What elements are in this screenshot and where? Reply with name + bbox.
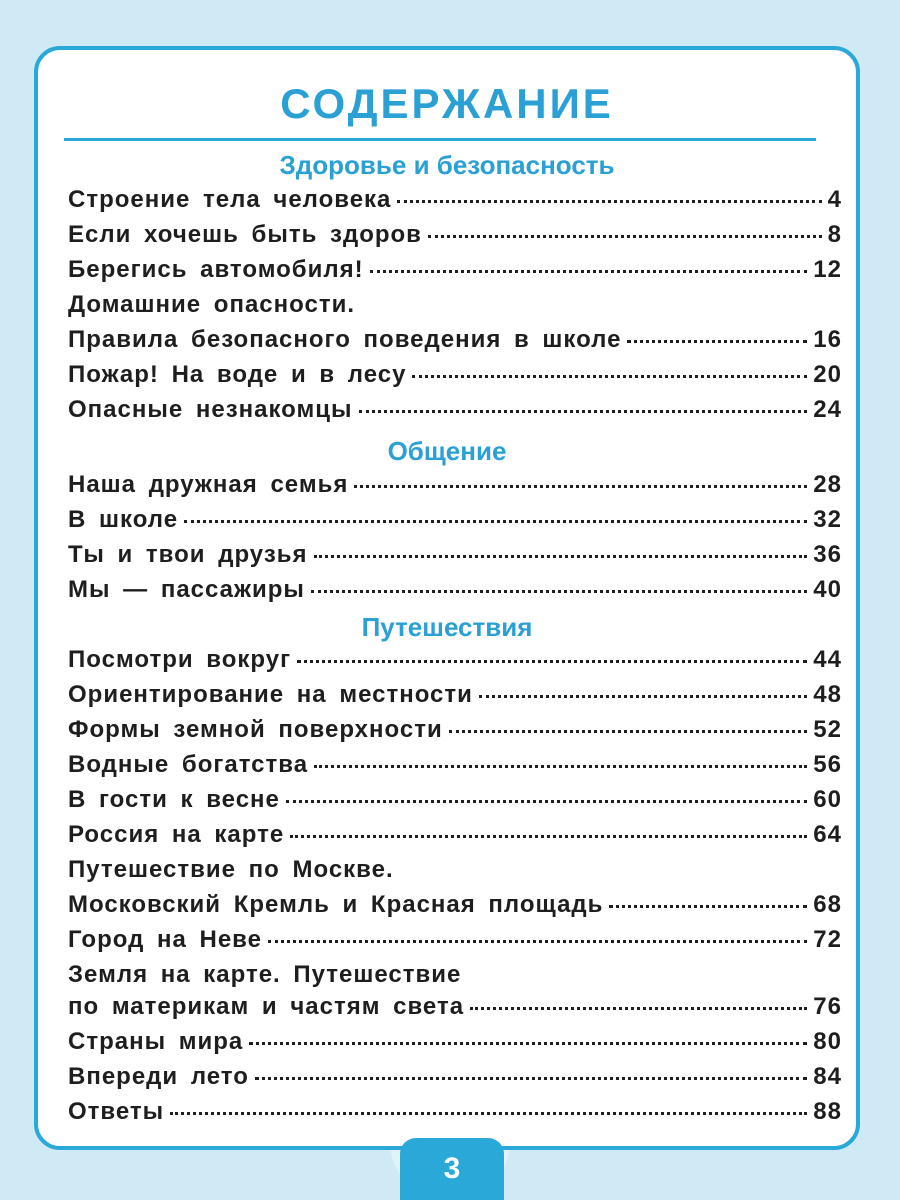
entry-page: 88 [813, 1098, 842, 1125]
entry-page: 64 [813, 821, 842, 848]
entry-title: В гости к весне [68, 786, 280, 813]
toc-entry[interactable] [68, 1028, 842, 1062]
entry-title: по материкам и частям света [68, 993, 465, 1020]
entry-page: 76 [813, 993, 842, 1020]
dot-leader [627, 340, 807, 343]
entry-page: 56 [813, 751, 842, 778]
section-heading-health: Здоровье и безопасность [279, 150, 615, 180]
entry-page: 48 [813, 681, 842, 708]
dot-leader [184, 520, 807, 523]
title-divider [64, 138, 816, 141]
entry-title: Ориентирование на местности [68, 681, 473, 708]
entry-page: 60 [813, 786, 842, 813]
entry-title: Земля на карте. Путешествие [68, 961, 462, 988]
toc-entry[interactable] [68, 221, 842, 255]
entry-page: 8 [827, 221, 842, 248]
entry-title: Формы земной поверхности [68, 716, 443, 743]
entry-title: Домашние опасности. [68, 291, 356, 318]
dot-leader [297, 660, 807, 663]
entry-title: Пожар! На воде и в лесу [68, 361, 407, 388]
dot-leader [479, 695, 807, 698]
dot-leader [311, 590, 807, 593]
toc-entry[interactable] [68, 506, 842, 540]
entry-title: Путешествие по Москве. [68, 856, 394, 883]
dot-leader [359, 410, 808, 413]
contents-panel [34, 46, 860, 1150]
toc-entry[interactable] [68, 716, 842, 750]
entry-page: 20 [813, 361, 842, 388]
toc-entry[interactable] [68, 1063, 842, 1097]
toc-entry[interactable] [68, 856, 842, 890]
toc-entry[interactable] [68, 471, 842, 505]
dot-leader [286, 800, 807, 803]
entry-page: 40 [813, 576, 842, 603]
dot-leader [314, 555, 808, 558]
entry-title: В школе [68, 506, 179, 533]
entry-title: Впереди лето [68, 1063, 249, 1090]
entry-title: Берегись автомобиля! [68, 256, 364, 283]
toc-entry[interactable] [68, 961, 842, 995]
entry-title: Строение тела человека [68, 186, 392, 213]
toc-entry[interactable] [68, 926, 842, 960]
entry-page: 4 [827, 186, 842, 213]
section-heading-communication: Общение [387, 436, 507, 466]
dot-leader [255, 1077, 807, 1080]
dot-leader [609, 905, 807, 908]
entry-title: Правила безопасного поведения в школе [68, 326, 622, 353]
entry-title: Ты и твои друзья [68, 541, 308, 568]
entry-page: 24 [813, 396, 842, 423]
toc-entry[interactable] [68, 646, 842, 680]
dot-leader [354, 485, 807, 488]
entry-page: 80 [813, 1028, 842, 1055]
entry-page: 84 [813, 1063, 842, 1090]
entry-page: 72 [813, 926, 842, 953]
page-number-tab: 3 [400, 1138, 504, 1200]
toc-entry[interactable] [68, 681, 842, 715]
entry-page: 32 [813, 506, 842, 533]
entry-title: Ответы [68, 1098, 165, 1125]
dot-leader [170, 1112, 807, 1115]
dot-leader [412, 375, 807, 378]
entry-title: Наша дружная семья [68, 471, 349, 498]
entry-page: 52 [813, 716, 842, 743]
toc-entry[interactable] [68, 786, 842, 820]
dot-leader [397, 200, 821, 203]
entry-title: Россия на карте [68, 821, 285, 848]
toc-entry[interactable] [68, 361, 842, 395]
dot-leader [268, 940, 807, 943]
toc-entry[interactable] [68, 891, 842, 925]
toc-entry[interactable] [68, 1098, 842, 1132]
toc-entry[interactable] [68, 576, 842, 610]
toc-entry[interactable] [68, 396, 842, 430]
entry-page: 12 [813, 256, 842, 283]
toc-entry[interactable] [68, 256, 842, 290]
toc-entry[interactable] [68, 541, 842, 575]
dot-leader [470, 1007, 807, 1010]
entry-page: 16 [813, 326, 842, 353]
entry-page: 68 [813, 891, 842, 918]
page-title: СОДЕРЖАНИЕ [280, 80, 614, 127]
dot-leader [370, 270, 808, 273]
toc-entry[interactable] [68, 326, 842, 360]
dot-leader [249, 1042, 807, 1045]
toc-entry[interactable] [68, 291, 842, 325]
entry-title: Страны мира [68, 1028, 244, 1055]
dot-leader [428, 235, 822, 238]
entry-title: Мы — пассажиры [68, 576, 305, 603]
entry-title: Московский Кремль и Красная площадь [68, 891, 604, 918]
dot-leader [314, 765, 807, 768]
entry-page: 44 [813, 646, 842, 673]
dot-leader [449, 730, 808, 733]
toc-entry[interactable] [68, 993, 842, 1027]
entry-title: Посмотри вокруг [68, 646, 292, 673]
entry-title: Опасные незнакомцы [68, 396, 353, 423]
entry-page: 36 [813, 541, 842, 568]
dot-leader [290, 835, 807, 838]
entry-title: Водные богатства [68, 751, 309, 778]
entry-page: 28 [813, 471, 842, 498]
toc-entry[interactable] [68, 821, 842, 855]
entry-title: Город на Неве [68, 926, 262, 953]
toc-entry[interactable] [68, 751, 842, 785]
section-heading-travel: Путешествия [361, 612, 533, 642]
toc-entry[interactable] [68, 186, 842, 220]
entry-title: Если хочешь быть здоров [68, 221, 422, 248]
